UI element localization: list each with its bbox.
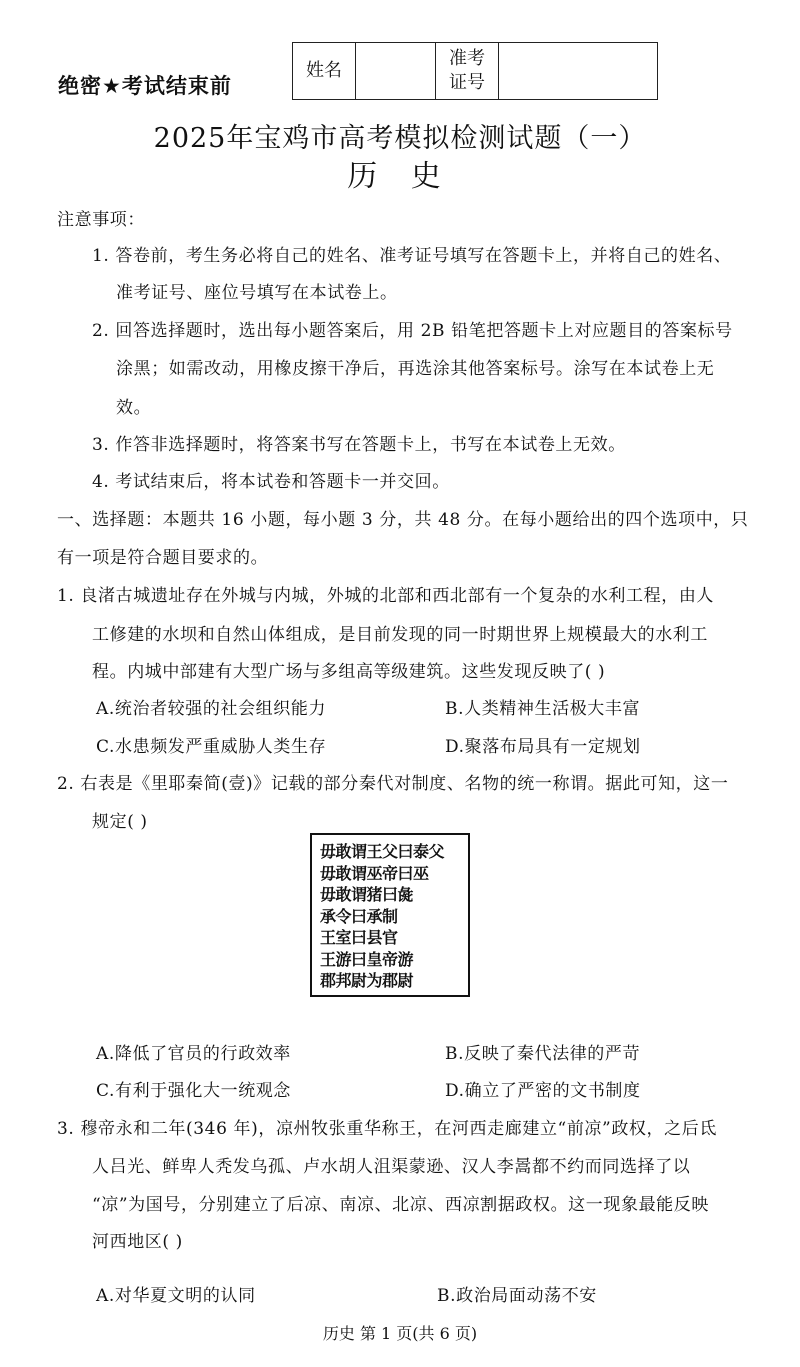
question-3-option-a[interactable]: A.对华夏文明的认同 <box>96 1286 256 1306</box>
candidate-info-box <box>292 42 658 100</box>
confidential-label: 绝密★考试结束前 <box>58 74 232 98</box>
page-footer: 历史 第 1 页(共 6 页) <box>322 1324 478 1343</box>
notice-heading: 注意事项： <box>57 210 145 230</box>
table-row: 王室曰县官 <box>320 928 398 947</box>
table-row: 郡邦尉为郡尉 <box>320 971 414 990</box>
question-1-option-a[interactable]: A.统治者较强的社会组织能力 <box>96 699 327 719</box>
notice-item-1: 1. 答卷前，考生务必将自己的姓名、准考证号填写在答题卡上，并将自己的姓名、 <box>92 246 732 266</box>
subject-title: 历 史 <box>347 159 453 194</box>
notice-item-1-cont: 准考证号、座位号填写在本试卷上。 <box>116 283 398 303</box>
question-3-stem-cont: 人吕光、鲜卑人秃发乌孤、卢水胡人沮渠蒙逊、汉人李暠都不约而同选择了以 <box>92 1157 691 1177</box>
table-row: 王游曰皇帝游 <box>320 949 414 969</box>
question-2-option-d[interactable]: D.确立了严密的文书制度 <box>445 1081 641 1101</box>
question-2-option-b[interactable]: B.反映了秦代法律的严苛 <box>445 1044 641 1064</box>
question-3-option-b[interactable]: B.政治局面动荡不安 <box>437 1286 597 1306</box>
section-heading-cont: 有一项是符合题目要求的。 <box>57 548 269 568</box>
question-2-stem: 2. 右表是《里耶秦简(壹)》记载的部分秦代对制度、名物的统一称谓。据此可知，这一 <box>57 774 729 794</box>
question-2-stem-cont: 规定( ) <box>92 812 148 832</box>
table-row: 毋敢谓王父曰泰父 <box>320 842 445 861</box>
qin-slip-table <box>310 833 470 997</box>
ticket-number-field[interactable] <box>499 43 657 99</box>
table-row: 毋敢谓猪曰彘 <box>320 885 414 904</box>
question-1-stem: 1. 良渚古城遗址存在外城与内城，外城的北部和西北部有一个复杂的水利工程，由人 <box>57 586 715 606</box>
question-3-stem: 3. 穆帝永和二年(346 年)，凉州牧张重华称王，在河西走廊建立“前凉”政权，之后氐 <box>57 1119 717 1139</box>
question-3-stem-cont2: “凉”为国号，分别建立了后凉、南凉、北凉、西凉割据政权。这一现象最能反映 <box>92 1195 709 1215</box>
question-1-stem-cont: 工修建的水坝和自然山体组成，是目前发现的同一时期世界上规模最大的水利工 <box>92 625 708 645</box>
name-field[interactable] <box>356 43 436 99</box>
notice-item-2: 2. 回答选择题时，选出每小题答案后，用 2B 铅笔把答题卡上对应题目的答案标号 <box>92 321 733 341</box>
section-heading: 一、选择题：本题共 16 小题，每小题 3 分，共 48 分。在每小题给出的四个选项中，只 <box>57 510 749 530</box>
notice-item-3: 3. 作答非选择题时，将答案书写在答题卡上，书写在本试卷上无效。 <box>92 435 626 455</box>
question-2-option-c[interactable]: C.有利于强化大一统观念 <box>96 1081 292 1101</box>
table-row: 承令曰承制 <box>320 906 398 926</box>
question-1-stem-cont2: 程。内城中部建有大型广场与多组高等级建筑。这些发现反映了( ) <box>92 662 606 682</box>
question-1-option-c[interactable]: C.水患频发严重威胁人类生存 <box>96 737 327 757</box>
table-row: 毋敢谓巫帝曰巫 <box>320 863 429 883</box>
notice-item-2-cont2: 效。 <box>116 398 152 418</box>
name-label: 姓名 <box>293 43 356 99</box>
notice-item-2-cont: 涂黑；如需改动，用橡皮擦干净后，再选涂其他答案标号。涂写在本试卷上无 <box>116 359 715 379</box>
question-2-option-a[interactable]: A.降低了官员的行政效率 <box>96 1044 291 1064</box>
exam-title: 2025年宝鸡市高考模拟检测试题（一） <box>153 123 647 154</box>
ticket-label: 准考 证号 <box>436 43 499 99</box>
question-1-option-b[interactable]: B.人类精神生活极大丰富 <box>445 699 641 719</box>
question-3-stem-cont3: 河西地区( ) <box>92 1232 183 1252</box>
notice-item-4: 4. 考试结束后，将本试卷和答题卡一并交回。 <box>92 472 450 492</box>
question-1-option-d[interactable]: D.聚落布局具有一定规划 <box>445 737 641 757</box>
